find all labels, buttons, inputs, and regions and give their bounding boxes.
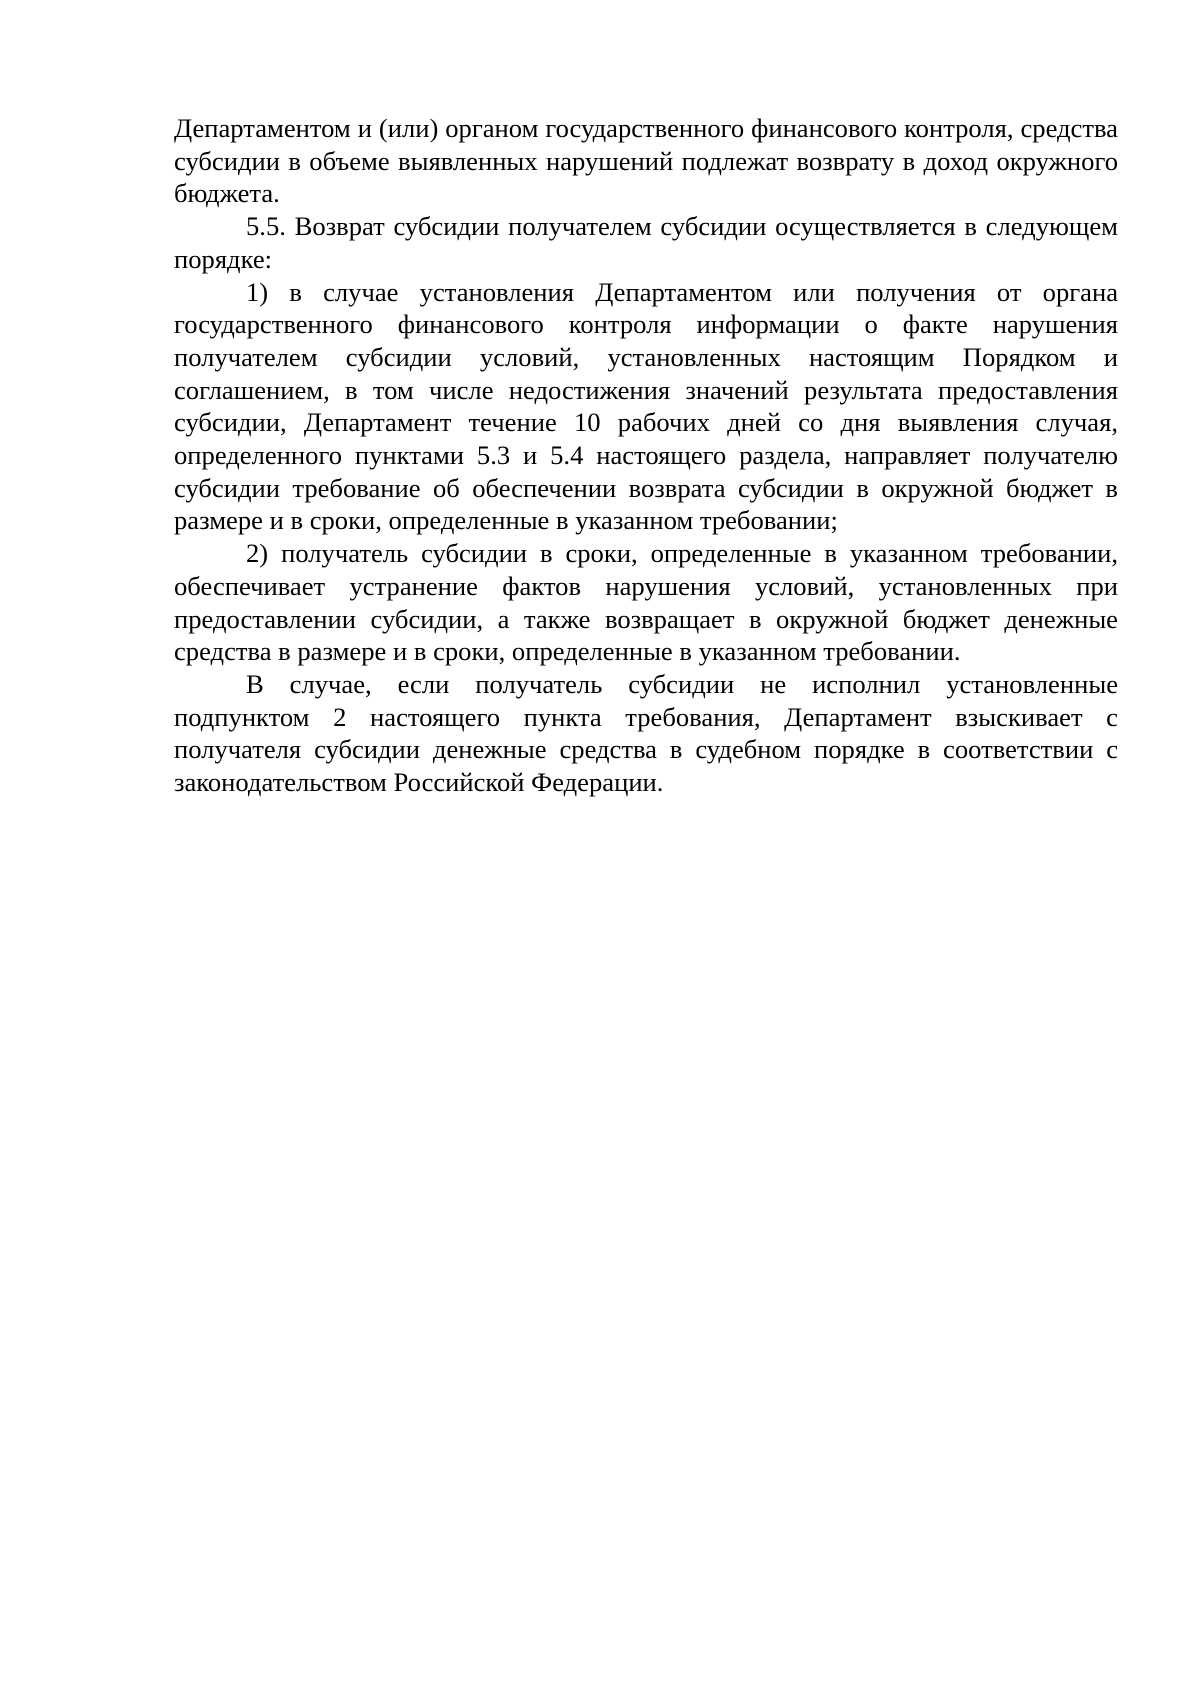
paragraph-5-5: 5.5. Возврат субсидии получателем субсидии осуществляется в следующем порядке: [174, 211, 1118, 274]
paragraph-recovery-clause: В случае, если получатель субсидии не исполнил установленные подпунктом 2 настоящего пункта требования, Департамент взыскивает с получателя субсидии денежные средства в судебном порядке в соответствии с законодательством Российской Федерации. [174, 668, 1118, 798]
paragraph-item-1: 1) в случае установления Департаментом или получения от органа государственного финансового контроля информации о факте нарушения получателем субсидии условий, установленных настоящим Порядком и соглашением, в том числе недостижения значений результата предоставления субсидии, Департамент течение 10 рабочих дней со дня выявления случая, определенного пунктами 5.3 и 5.4 настоящего раздела, направляет получателю субсидии требование об обеспечении возврата субсидии в окружной бюджет в размере и в сроки, определенные в указанном требовании; [174, 276, 1118, 536]
paragraph-item-2: 2) получатель субсидии в сроки, определенные в указанном требовании, обеспечивает устранение фактов нарушения условий, установленных при предоставлении субсидии, а также возвращает в окружной бюджет денежные средства в размере и в сроки, определенные в указанном требовании. [174, 538, 1118, 667]
paragraph-continuation: Департаментом и (или) органом государственного финансового контроля, средства субсидии в объеме выявленных нарушений подлежат возврату в доход окружного бюджета. [174, 113, 1118, 209]
document-body [174, 112, 1118, 799]
